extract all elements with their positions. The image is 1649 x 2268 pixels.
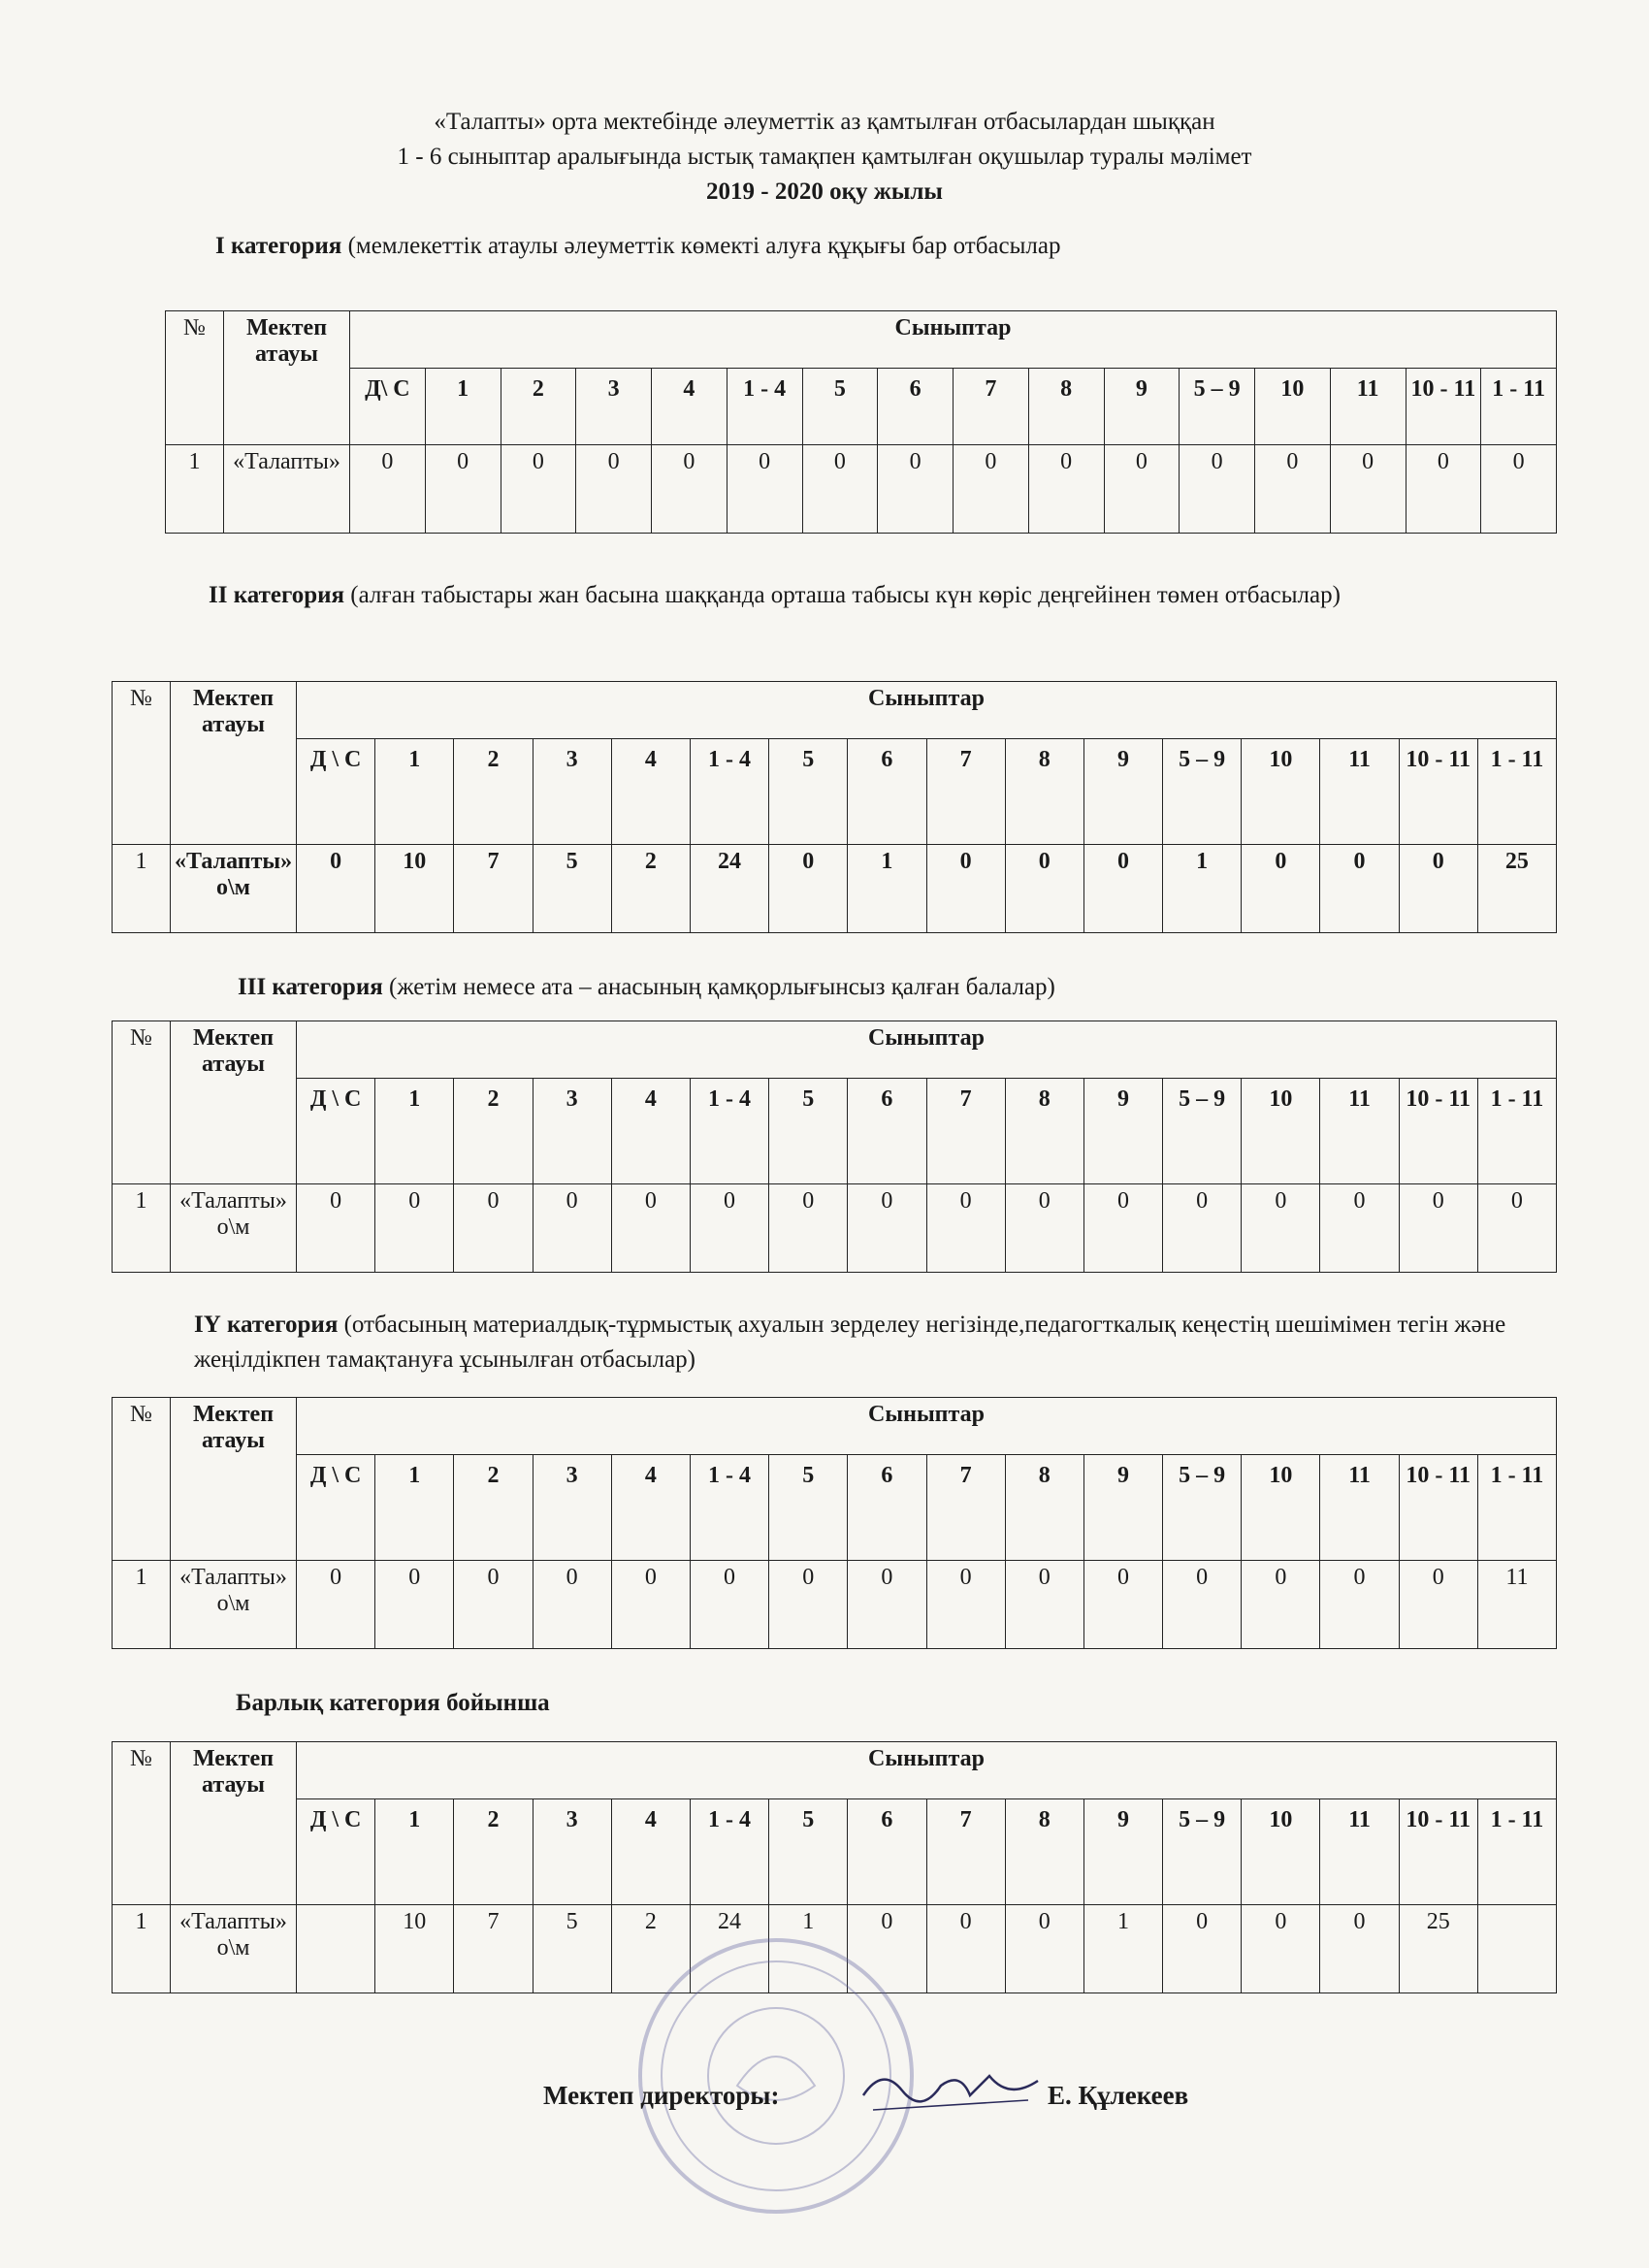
value-cell: 0 [1005,845,1083,933]
column-school-header: Мектеп атауы [171,1742,297,1905]
value-cell: 25 [1477,845,1556,933]
value-cell: 2 [611,1905,690,1993]
class-header-cell: 10 [1242,1799,1320,1905]
class-header-cell: 2 [454,1455,533,1561]
class-header-cell: 10 - 11 [1399,1455,1477,1561]
category-4-table [112,1397,1557,1649]
class-header-cell: 10 - 11 [1406,369,1481,445]
value-cell: 0 [769,1561,848,1649]
value-cell: 5 [533,1905,611,1993]
value-cell: 1 [848,845,926,933]
class-header-cell: 8 [1005,739,1083,845]
class-header-cell: 1 [375,1079,454,1184]
value-cell: 0 [611,1561,690,1649]
class-header-cell: 5 – 9 [1163,739,1242,845]
class-header-cell: 4 [652,369,728,445]
class-header-cell: Д \ С [297,1799,375,1905]
column-number-header: № [113,1742,171,1905]
value-cell: 11 [1477,1561,1556,1649]
table-row [166,445,1557,534]
value-cell: 0 [1242,1561,1320,1649]
value-cell: 0 [1163,1905,1242,1993]
column-school-header: Мектеп атауы [171,1021,297,1184]
director-name: Е. Құлекеев [1048,2081,1189,2110]
school-name-cell: «Талапты» о\м [171,845,297,933]
value-cell: 0 [690,1561,768,1649]
column-number-header: № [166,311,224,445]
class-header-cell: 1 - 11 [1477,1079,1556,1184]
value-cell: 0 [727,445,802,534]
class-header-cell: 7 [926,1079,1005,1184]
class-header-cell: 1 - 4 [690,739,768,845]
class-header-cell: 1 [375,1455,454,1561]
class-header-cell: 1 [425,369,501,445]
school-name-cell: «Талапты» о\м [171,1561,297,1649]
column-school-header: Мектеп атауы [224,311,350,445]
school-name-cell: «Талапты» о\м [171,1184,297,1273]
class-header-cell: 6 [848,1079,926,1184]
class-header-cell: 2 [501,369,576,445]
class-header-cell: 1 - 11 [1477,1799,1556,1905]
value-cell: 0 [501,445,576,534]
column-number-header: № [113,682,171,845]
class-header-cell: 8 [1028,369,1104,445]
column-classes-header: Сыныптар [297,1398,1557,1455]
value-cell: 1 [1163,845,1242,933]
value-cell: 0 [1320,1905,1399,1993]
value-cell: 25 [1399,1905,1477,1993]
class-header-cell: 1 - 11 [1477,1455,1556,1561]
class-header-cell: 8 [1005,1799,1083,1905]
value-cell: 0 [297,845,375,933]
class-header-cell: 8 [1005,1455,1083,1561]
value-cell: 0 [769,1184,848,1273]
column-number-header: № [113,1398,171,1561]
value-cell: 0 [848,1184,926,1273]
class-header-cell: 11 [1320,739,1399,845]
value-cell [297,1905,375,1993]
value-cell: 0 [297,1561,375,1649]
value-cell: 10 [375,1905,454,1993]
value-cell: 0 [1242,1184,1320,1273]
value-cell: 0 [954,445,1029,534]
class-header-cell: Д \ С [297,739,375,845]
value-cell: 0 [848,1905,926,1993]
value-cell: 0 [652,445,728,534]
class-header-cell: 2 [454,1079,533,1184]
class-header-cell: 1 [375,1799,454,1905]
class-header-cell: 10 - 11 [1399,1079,1477,1184]
value-cell: 10 [375,845,454,933]
footer [543,2081,1189,2111]
class-header-cell: 11 [1330,369,1406,445]
value-cell: 0 [1255,445,1331,534]
value-cell: 0 [611,1184,690,1273]
value-cell [1477,1905,1556,1993]
value-cell: 0 [690,1184,768,1273]
value-cell: 0 [375,1561,454,1649]
class-header-cell: 1 - 4 [690,1799,768,1905]
category-2-title: ІІ категория (алған табыстары жан басына шаққанда орташа табысы күн көріс деңгейінен төмен отбасылар) [209,582,1341,608]
table-row [113,1561,1557,1649]
class-header-cell: 9 [1083,1079,1162,1184]
value-cell: 1 [1083,1905,1162,1993]
value-cell: 0 [802,445,878,534]
class-header-cell: 6 [848,1799,926,1905]
class-header-cell: 5 – 9 [1163,1455,1242,1561]
school-year: 2019 - 2020 оқу жылы [706,178,943,205]
value-cell: 0 [926,1905,1005,1993]
category-1-title: І категория (мемлекеттік атаулы әлеуметтік көмекті алуға құқығы бар отбасылар [215,233,1061,259]
class-header-cell: 5 – 9 [1163,1079,1242,1184]
value-cell: 0 [1481,445,1557,534]
class-header-cell: 7 [926,1455,1005,1561]
row-number-cell: 1 [113,845,171,933]
class-header-cell: 1 - 4 [727,369,802,445]
class-header-cell: 9 [1083,739,1162,845]
total-category-title: Барлық категория бойынша [236,1690,550,1716]
class-header-cell: 9 [1104,369,1180,445]
value-cell: 0 [1005,1561,1083,1649]
value-cell: 0 [297,1184,375,1273]
value-cell: 0 [926,845,1005,933]
table-row [113,1184,1557,1273]
class-header-cell: 2 [454,739,533,845]
value-cell: 0 [1242,845,1320,933]
class-header-cell: 11 [1320,1455,1399,1561]
class-header-cell: 10 [1255,369,1331,445]
column-school-header: Мектеп атауы [171,1398,297,1561]
column-school-header: Мектеп атауы [171,682,297,845]
class-header-cell: 5 – 9 [1180,369,1255,445]
header-line-1: «Талапты» орта мектебінде әлеуметтік аз қамтылған отбасылардан шыққан [434,109,1215,135]
class-header-cell: 1 - 11 [1477,739,1556,845]
value-cell: 0 [533,1184,611,1273]
value-cell: 0 [375,1184,454,1273]
category-4-title: ІҮ категория (отбасының материалдық-тұрмыстық ахуалын зерделеу негізінде,педагогткалық кеңестің шешімімен тегін және жеңілдікпен тамақтануға ұсынылған отбасылар) [194,1312,1506,1373]
class-header-cell: 9 [1083,1799,1162,1905]
value-cell: 0 [769,845,848,933]
value-cell: 0 [1005,1184,1083,1273]
value-cell: 0 [1330,445,1406,534]
value-cell: 0 [1399,1184,1477,1273]
class-header-cell: 3 [533,1455,611,1561]
value-cell: 0 [1104,445,1180,534]
school-name-cell: «Талапты» о\м [171,1905,297,1993]
value-cell: 0 [1320,845,1399,933]
table-row [113,845,1557,933]
class-header-cell: 5 [769,1079,848,1184]
value-cell: 0 [1477,1184,1556,1273]
school-name-cell: «Талапты» [224,445,350,534]
column-classes-header: Сыныптар [297,1742,1557,1799]
class-header-cell: 2 [454,1799,533,1905]
class-header-cell: 10 - 11 [1399,739,1477,845]
value-cell: 24 [690,845,768,933]
value-cell: 0 [1083,1184,1162,1273]
class-header-cell: 10 - 11 [1399,1799,1477,1905]
class-header-cell: Д \ С [297,1079,375,1184]
value-cell: 0 [1399,845,1477,933]
class-header-cell: 4 [611,1079,690,1184]
value-cell: 0 [1399,1561,1477,1649]
class-header-cell: 7 [954,369,1029,445]
column-classes-header: Сыныптар [297,682,1557,739]
value-cell: 0 [576,445,652,534]
director-signature [854,2057,1048,2124]
class-header-cell: 4 [611,1799,690,1905]
row-number-cell: 1 [113,1184,171,1273]
class-header-cell: 6 [878,369,954,445]
value-cell: 1 [769,1905,848,1993]
value-cell: 0 [848,1561,926,1649]
category-3-title: ІІІ категория (жетім немесе ата – анасының қамқорлығынсыз қалған балалар) [238,974,1055,1000]
class-header-cell: 10 [1242,739,1320,845]
value-cell: 0 [1180,445,1255,534]
value-cell: 0 [878,445,954,534]
class-header-cell: 3 [576,369,652,445]
class-header-cell: 11 [1320,1799,1399,1905]
class-header-cell: 5 [769,1455,848,1561]
value-cell: 0 [1163,1561,1242,1649]
value-cell: 24 [690,1905,768,1993]
class-header-cell: 5 [769,739,848,845]
class-header-cell: 5 [769,1799,848,1905]
class-header-cell: 1 - 11 [1481,369,1557,445]
value-cell: 0 [1083,845,1162,933]
director-label: Мектеп директоры: [543,2081,780,2110]
category-1-table [165,310,1557,534]
row-number-cell: 1 [113,1561,171,1649]
column-number-header: № [113,1021,171,1184]
class-header-cell: 10 [1242,1079,1320,1184]
class-header-cell: Д\ С [350,369,426,445]
value-cell: 0 [1028,445,1104,534]
value-cell: 0 [1406,445,1481,534]
class-header-cell: 11 [1320,1079,1399,1184]
class-header-cell: 1 - 4 [690,1079,768,1184]
row-number-cell: 1 [113,1905,171,1993]
row-number-cell: 1 [166,445,224,534]
class-header-cell: 5 – 9 [1163,1799,1242,1905]
value-cell: 0 [926,1561,1005,1649]
class-header-cell: 4 [611,1455,690,1561]
value-cell: 0 [1320,1561,1399,1649]
value-cell: 0 [1083,1561,1162,1649]
value-cell: 0 [454,1184,533,1273]
class-header-cell: 3 [533,1799,611,1905]
class-header-cell: 1 - 4 [690,1455,768,1561]
value-cell: 0 [926,1184,1005,1273]
value-cell: 0 [454,1561,533,1649]
value-cell: 0 [1320,1184,1399,1273]
column-classes-header: Сыныптар [297,1021,1557,1079]
class-header-cell: 7 [926,739,1005,845]
value-cell: 7 [454,845,533,933]
class-header-cell: 8 [1005,1079,1083,1184]
value-cell: 2 [611,845,690,933]
class-header-cell: 1 [375,739,454,845]
document-header [0,105,1649,210]
header-line-2: 1 - 6 сыныптар аралығында ыстық тамақпен қамтылған оқушылар туралы мәлімет [397,144,1252,170]
value-cell: 0 [533,1561,611,1649]
value-cell: 0 [425,445,501,534]
value-cell: 5 [533,845,611,933]
class-header-cell: 10 [1242,1455,1320,1561]
category-3-table [112,1021,1557,1273]
class-header-cell: 7 [926,1799,1005,1905]
column-classes-header: Сыныптар [350,311,1557,369]
class-header-cell: 6 [848,739,926,845]
value-cell: 0 [1163,1184,1242,1273]
value-cell: 7 [454,1905,533,1993]
class-header-cell: 6 [848,1455,926,1561]
class-header-cell: 9 [1083,1455,1162,1561]
class-header-cell: 3 [533,739,611,845]
class-header-cell: 3 [533,1079,611,1184]
value-cell: 0 [1005,1905,1083,1993]
class-header-cell: 5 [802,369,878,445]
class-header-cell: 4 [611,739,690,845]
value-cell: 0 [1242,1905,1320,1993]
value-cell: 0 [350,445,426,534]
class-header-cell: Д \ С [297,1455,375,1561]
category-2-table [112,681,1557,933]
